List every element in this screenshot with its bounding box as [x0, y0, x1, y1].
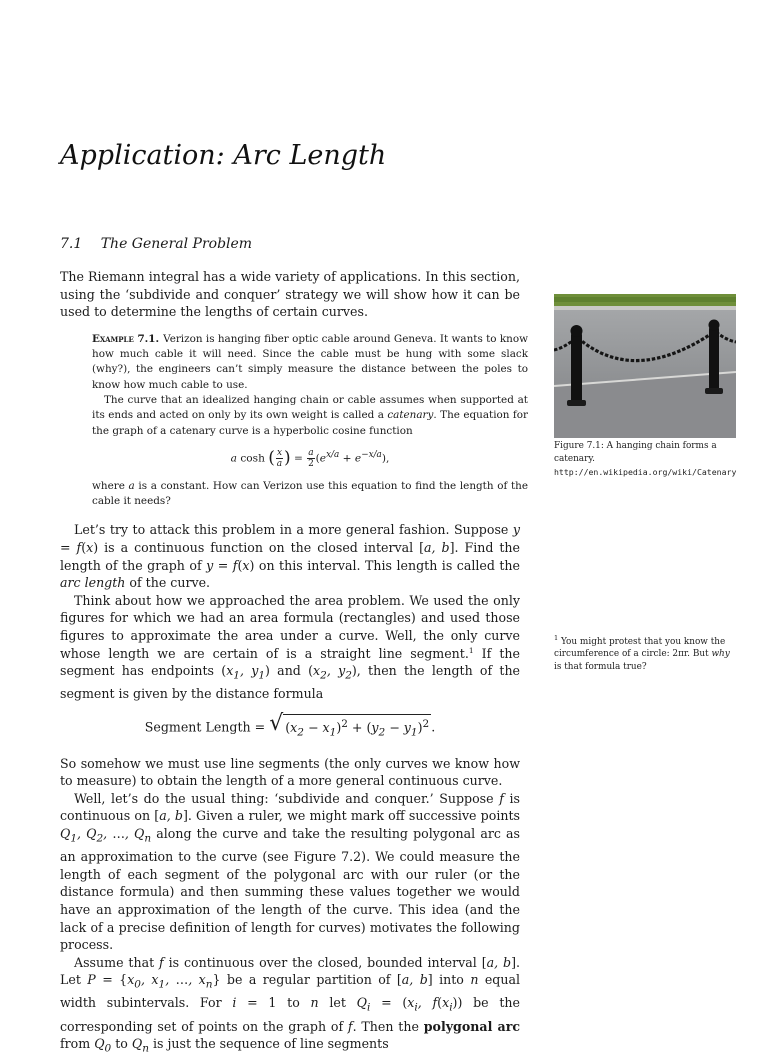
distance-formula: Segment Length = √ $(x_2 - x_1)^2 + (y_2 - y_1)^2$ .	[60, 714, 520, 742]
catenary-equation: a cosh ( $\frac{x}{a}$ ) = $\frac{a}{2}$ $(e^{x/a} + e^{-x/a})$,	[230, 447, 390, 469]
figure-7-1	[554, 294, 736, 481]
hanging-chain-photo	[554, 294, 736, 438]
example-paragraph-2: The curve that an idealized hanging chain or cable assumes when supported at its ends and acted on only by its own weight is called a catenary. The equation for the graph of a catenary curve is a hyperbolic cosine function	[92, 393, 528, 437]
paragraph-polygonal-arc: Assume that f is continuous over the closed, bounded interval [a, b]. Let $P = \{x_0$, $x_1$, …, $x_n$} be a regular partition of [a, b] into n equal width subintervals. For i = 1 to n let $Q_i = (x_i$, $f(x_i)$) be the corresponding set of points on the graph of f. Then the polygonal arc from $Q_0$ to $Q_n$ is just the sequence of line segments	[60, 954, 521, 1055]
distance-formula-label: Segment Length	[144, 719, 251, 735]
sidenote-1: $^1$ You might protest that you know the circumference of a circle: 2πr. But why is that formula true?	[554, 634, 730, 672]
paragraph-measure: So somehow we must use line segments (the only curves we know how to measure) to obtain the length of a more general continuous curve.	[60, 755, 520, 789]
example-label: Example 7.1.	[92, 332, 160, 345]
example-paragraph-3: where a is a constant. How can Verizon use this equation to find the length of the cable it needs?	[92, 479, 529, 508]
example-7-1	[92, 332, 528, 510]
example-paragraph-1: Example 7.1. Verizon is hanging fiber optic cable around Geneva. It wants to know how much cable it will need. Since the cable must be hung with some slack (why?), the engineers can’t simply measure the distance between the poles to know how much cable to use.	[92, 332, 528, 391]
footnote-marker: 1	[468, 645, 474, 655]
section-number: 7.1	[60, 236, 83, 252]
wikipedia-url: http://en.wikipedia.org/wiki/Catenary	[554, 467, 737, 478]
paragraph-arc-length-intro: Let’s try to attack this problem in a more general fashion. Suppose y = f(x) is a continuous function on the closed interval [a, b]. Find the length of the graph of y = f(x) on this interval. This length is called the arc length of the curve.	[60, 522, 520, 591]
section-title: The General Problem	[100, 236, 253, 252]
catenary-term: catenary	[387, 409, 434, 422]
sidenote-marker: 1	[554, 634, 559, 643]
chapter-title: Application: Arc Length	[60, 140, 387, 171]
paragraph-line-segments: Think about how we approached the area problem. We used the only figures for which we had an area formula (rectangles) and used those figures to approximate the area under a curve. Well, the only curve whose length we are certain of is a straight line segment.$^1$ If the segment has endpoints ($x_1$, $y_1$) and ($x_2$, $y_2$), then the length of the segment is given by the distance formula	[60, 592, 521, 702]
arc-length-term: arc length	[60, 575, 126, 591]
paragraph-subdivide: Well, let’s do the usual thing: ‘subdivide and conquer.’ Suppose f is continuous on [a, b]. Given a ruler, we might mark off successive points $Q_1$, $Q_2$, …, $Q_n$ along the curve and take the resulting polygonal arc as an approximation to the curve (see Figure 7.2). We could measure the length of each segment of the polygonal arc with our ruler (or the distance formula) and then summing these values together we would have an approximation of the length of the curve. This idea (and the lack of a precise definition of length for curves) motivates the following process.	[60, 790, 521, 953]
figure-caption: Figure 7.1: A hanging chain forms a catenary. http://en.wikipedia.org/wiki/Catenary	[554, 441, 737, 478]
main-text-column	[60, 268, 529, 1058]
section-heading	[60, 236, 252, 252]
polygonal-arc-term: polygonal arc	[423, 1018, 521, 1034]
intro-paragraph: The Riemann integral has a wide variety of applications. In this section, using the ‘subdivide and conquer’ strategy we will show how it can be used to determine the lengths of certain curves.	[60, 269, 520, 320]
